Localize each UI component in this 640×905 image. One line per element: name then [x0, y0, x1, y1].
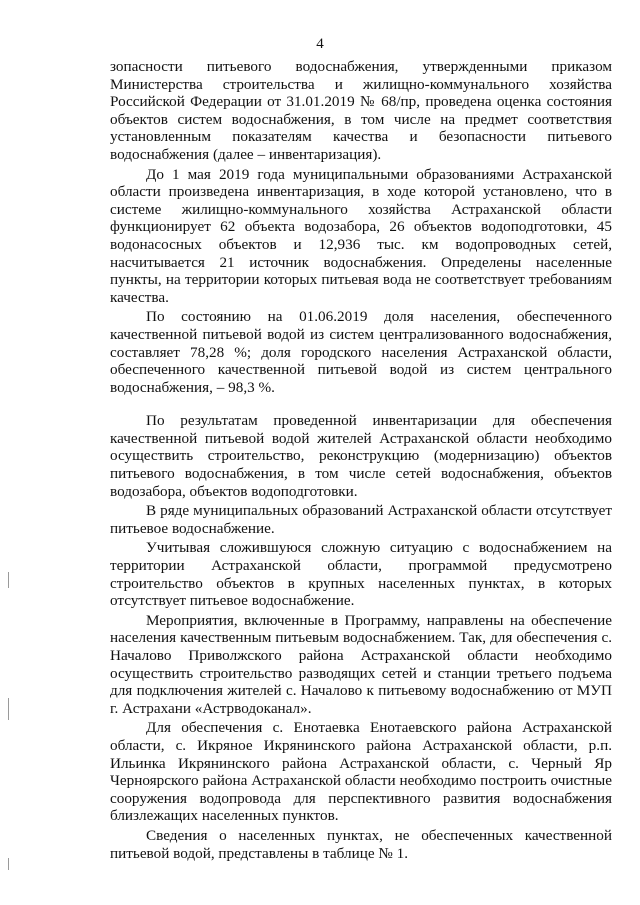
paragraph: зопасности питьевого водоснабжения, утвержденными приказом Министерства строительства и жилищно-коммунального хозяйства Российской Федерации от 31.01.2019 № 68/пр, проведена оценка состояния объектов систем водоснабжения, в том числе на предмет соответствия установленным показателям качества и безопасности питьевого водоснабжения (далее – инвентаризация).: [110, 58, 612, 163]
paragraph: Сведения о населенных пунктах, не обеспеченных качественной питьевой водой, представлены в таблице № 1.: [110, 826, 612, 862]
paragraph: По состоянию на 01.06.2019 доля населения, обеспеченного качественной питьевой водой из систем централизованного водоснабжения, составляет 78,28 %; доля городского населения Астраханской области, обеспеченного качественной питьевой водой из систем центрального водоснабжения, – 98,3 %.: [110, 308, 612, 396]
paragraph: Для обеспечения с. Енотаевка Енотаевского района Астраханской области, с. Икряное Икрянинского района Астраханской области, р.п. Ильинка Икрянинского района Астраханской области, с. Черный Яр Черноярского района Астраханской области необходимо построить очистные сооружения водопровода для перспективного развития водоснабжения близлежащих населенных пунктов.: [110, 719, 612, 825]
scan-margin-mark: [8, 698, 9, 720]
paragraph: Мероприятия, включенные в Программу, направлены на обеспечение населения качественным питьевым водоснабжением. Так, для обеспечения с. Началово Приволжского района Астраханской области необходимо осуществить строительство разводящих сетей и станции третьего подъема для подключения жителей с. Началово к питьевому водоснабжению от МУП г. Астрахани «Астрводоканал».: [110, 611, 612, 717]
paragraph: По результатам проведенной инвентаризации для обеспечения качественной питьевой водой жителей Астраханской области необходимо осуществить строительство, реконструкцию (модернизацию) объектов питьевого водоснабжения, в том числе сетей водоснабжения, объектов водозабора, объектов водоподготовки.: [110, 412, 612, 500]
paragraph: До 1 мая 2019 года муниципальными образованиями Астраханской области произведена инвентаризация, в ходе которой установлено, что в системе жилищно-коммунального хозяйства Астраханской области функционирует 62 объекта водозабора, 26 объектов водоподготовки, 45 водонасосных объектов и 12,936 тыс. км водопроводных сетей, насчитывается 21 источник водоснабжения. Определены населенные пункты, на территории которых питьевая вода не соответствует требованиям качества.: [110, 165, 612, 306]
paragraph: Учитывая сложившуюся сложную ситуацию с водоснабжением на территории Астраханской области, программой предусмотрено строительство объектов в крупных населенных пунктах, в которых отсутствует питьевое водоснабжение.: [110, 539, 612, 610]
page-number: 4: [316, 36, 324, 52]
scan-margin-mark: [8, 858, 9, 870]
scan-margin-mark: [8, 572, 9, 588]
body-text: [110, 58, 612, 862]
paragraph: В ряде муниципальных образований Астраханской области отсутствует питьевое водоснабжение.: [110, 502, 612, 537]
